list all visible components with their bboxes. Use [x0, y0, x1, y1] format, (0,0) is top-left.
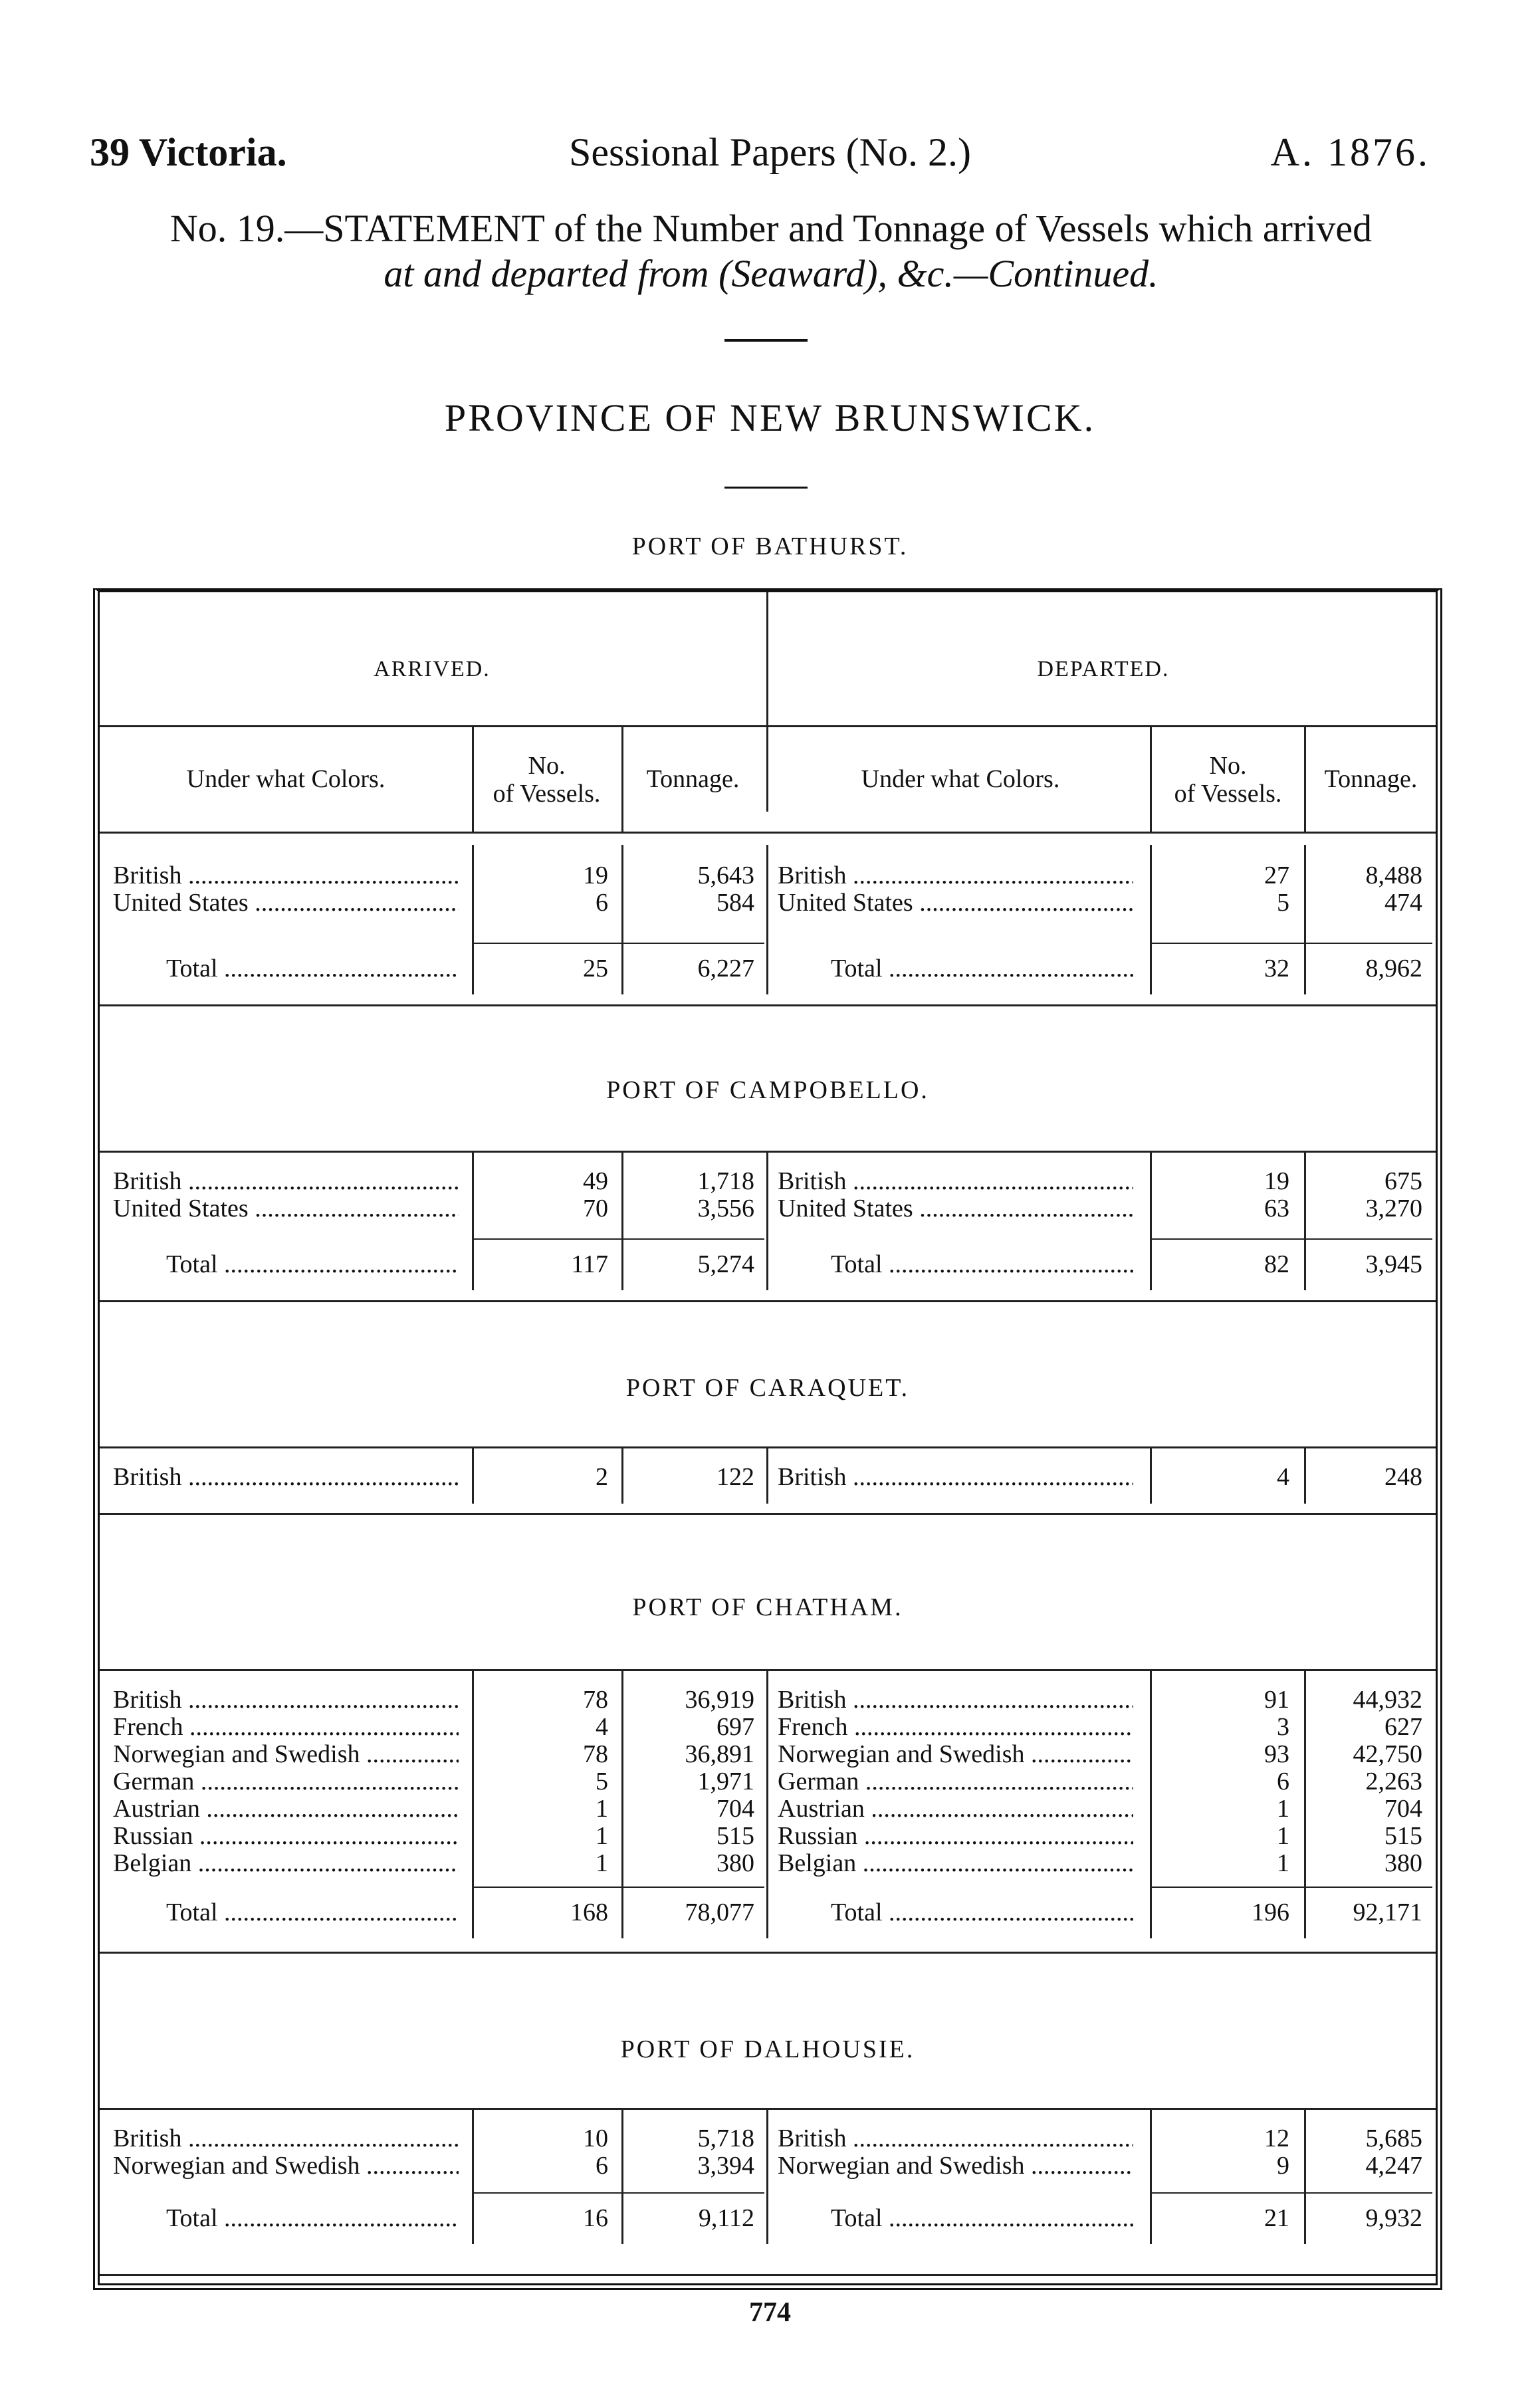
column-divider [621, 1446, 623, 1504]
col-header-no: No. [1209, 752, 1247, 780]
row-vessel-count: 78 [583, 1686, 608, 1714]
column-divider [621, 2108, 623, 2244]
total-rule [472, 943, 764, 944]
total-label: Total ..... [831, 955, 1133, 982]
row-colors-label: United States ..... [778, 1195, 1133, 1222]
row-vessel-count: 3 [1277, 1713, 1289, 1741]
total-tonnage: 8,962 [1365, 955, 1422, 982]
section-end-rule [100, 1513, 1436, 1515]
row-colors-label: United States ..... [113, 889, 459, 917]
row-colors-label: British ..... [778, 1686, 1133, 1714]
col-header-vessels-departed [1153, 752, 1303, 808]
row-vessel-count: 5 [1277, 889, 1289, 917]
row-tonnage: 515 [1384, 1822, 1422, 1850]
statement-line-1: No. 19.—STATEMENT of the Number and Tonnage of Vessels which arrived [169, 207, 1373, 250]
total-label: Total ..... [166, 1250, 459, 1278]
row-vessel-count: 4 [596, 1713, 608, 1741]
total-label: Total ..... [831, 2204, 1133, 2232]
total-tonnage: 9,112 [698, 2204, 754, 2232]
row-colors-label: British ..... [113, 861, 459, 889]
arrived-heading: ARRIVED. [374, 657, 491, 681]
row-colors-label: Austrian ..... [778, 1795, 1133, 1823]
total-vessel-count: 32 [1264, 955, 1289, 982]
row-tonnage: 3,270 [1365, 1195, 1422, 1222]
column-divider [621, 1151, 623, 1290]
row-vessel-count: 9 [1277, 2152, 1289, 2180]
total-tonnage: 92,171 [1353, 1898, 1422, 1926]
row-colors-label: British ..... [778, 1167, 1133, 1195]
column-divider [1150, 2108, 1152, 2244]
row-tonnage: 5,718 [697, 2124, 754, 2152]
total-label: Total ..... [831, 1898, 1133, 1926]
total-vessel-count: 16 [583, 2204, 608, 2232]
row-vessel-count: 63 [1264, 1195, 1289, 1222]
row-vessel-count: 49 [583, 1167, 608, 1195]
total-tonnage: 3,945 [1365, 1250, 1422, 1278]
row-tonnage: 3,394 [697, 2152, 754, 2180]
row-tonnage: 697 [716, 1713, 754, 1741]
row-colors-label: Norwegian and Swedish ..... [113, 2152, 459, 2180]
total-rule [1150, 2192, 1432, 2194]
column-divider [766, 845, 768, 994]
row-colors-label: British ..... [778, 2124, 1133, 2152]
total-rule [1150, 1887, 1432, 1888]
column-divider [766, 1446, 768, 1504]
row-colors-label: British ..... [113, 2124, 459, 2152]
row-tonnage: 704 [716, 1795, 754, 1823]
col-header-vessels-arrived [475, 752, 618, 808]
col-header-no: No. [528, 752, 566, 780]
column-divider [621, 845, 623, 994]
row-colors-label: Norwegian and Swedish ..... [113, 1740, 459, 1768]
row-colors-label: British ..... [778, 1463, 1133, 1491]
row-tonnage: 380 [1384, 1849, 1422, 1877]
col-header-colors-departed: Under what Colors. [861, 765, 1060, 793]
row-vessel-count: 5 [596, 1768, 608, 1795]
column-divider [621, 725, 623, 832]
row-vessel-count: 12 [1264, 2124, 1289, 2152]
total-tonnage: 78,077 [685, 1898, 754, 1926]
row-tonnage: 584 [716, 889, 754, 917]
column-divider [472, 725, 474, 832]
row-colors-label: French ..... [778, 1713, 1133, 1741]
row-vessel-count: 6 [596, 2152, 608, 2180]
row-colors-label: Belgian ..... [778, 1849, 1133, 1877]
row-vessel-count: 1 [596, 1849, 608, 1877]
row-tonnage: 3,556 [697, 1195, 754, 1222]
total-vessel-count: 117 [571, 1250, 608, 1278]
column-divider [1150, 725, 1152, 832]
row-colors-label: Norwegian and Swedish ..... [778, 1740, 1133, 1768]
row-tonnage: 36,891 [685, 1740, 754, 1768]
total-label: Total ..... [166, 955, 459, 982]
row-tonnage: 122 [716, 1463, 754, 1491]
total-label: Total ..... [166, 1898, 459, 1926]
section-end-rule [100, 1004, 1436, 1006]
row-tonnage: 380 [716, 1849, 754, 1877]
column-divider [1150, 845, 1152, 994]
row-tonnage: 4,247 [1365, 2152, 1422, 2180]
row-tonnage: 5,643 [697, 861, 754, 889]
row-vessel-count: 1 [596, 1822, 608, 1850]
row-colors-label: German ..... [113, 1768, 459, 1795]
row-tonnage: 248 [1384, 1463, 1422, 1491]
row-colors-label: United States ..... [778, 889, 1133, 917]
row-tonnage: 675 [1384, 1167, 1422, 1195]
total-rule [472, 2192, 764, 2194]
total-label: Total ..... [831, 1250, 1133, 1278]
total-tonnage: 6,227 [697, 955, 754, 982]
column-divider [472, 1669, 474, 1938]
row-vessel-count: 1 [1277, 1822, 1289, 1850]
col-header-colors-arrived: Under what Colors. [186, 765, 385, 793]
row-tonnage: 515 [716, 1822, 754, 1850]
row-vessel-count: 2 [596, 1463, 608, 1491]
total-vessel-count: 25 [583, 955, 608, 982]
column-divider [472, 1446, 474, 1504]
column-divider [1150, 1446, 1152, 1504]
row-vessel-count: 1 [1277, 1849, 1289, 1877]
row-tonnage: 5,685 [1365, 2124, 1422, 2152]
col-header-tonnage-departed: Tonnage. [1324, 765, 1418, 793]
total-rule [472, 1238, 764, 1240]
col-header-tonnage-arrived: Tonnage. [646, 765, 740, 793]
row-colors-label: British ..... [778, 861, 1133, 889]
section-end-rule [100, 1300, 1436, 1302]
row-colors-label: Austrian ..... [113, 1795, 459, 1823]
section-end-rule [100, 2274, 1436, 2276]
header-year: A. 1876. [1270, 130, 1430, 174]
header-rule [100, 725, 1436, 727]
divider-rule [724, 339, 808, 342]
row-tonnage: 42,750 [1353, 1740, 1422, 1768]
port-title-chatham: PORT OF CHATHAM. [632, 1593, 903, 1621]
total-rule [472, 1887, 764, 1888]
column-divider [766, 1151, 768, 1290]
header-rule [100, 832, 1436, 834]
row-tonnage: 1,971 [697, 1768, 754, 1795]
column-divider [621, 1669, 623, 1938]
total-vessel-count: 196 [1252, 1898, 1289, 1926]
header-title: Sessional Papers (No. 2.) [569, 130, 971, 174]
row-tonnage: 44,932 [1353, 1686, 1422, 1714]
row-tonnage: 36,919 [685, 1686, 754, 1714]
total-vessel-count: 168 [570, 1898, 608, 1926]
port-title-caraquet: PORT OF CARAQUET. [625, 1374, 910, 1402]
row-vessel-count: 1 [1277, 1795, 1289, 1823]
row-tonnage: 474 [1384, 889, 1422, 917]
row-vessel-count: 10 [583, 2124, 608, 2152]
column-divider [472, 845, 474, 994]
row-colors-label: United States ..... [113, 1195, 459, 1222]
row-colors-label: Russian ..... [778, 1822, 1133, 1850]
row-vessel-count: 27 [1264, 861, 1289, 889]
row-colors-label: British ..... [113, 1167, 459, 1195]
statement-table [93, 588, 1442, 2290]
row-colors-label: Belgian ..... [113, 1849, 459, 1877]
total-vessel-count: 82 [1264, 1250, 1289, 1278]
province-title: PROVINCE OF NEW BRUNSWICK. [444, 396, 1096, 439]
row-colors-label: British ..... [113, 1686, 459, 1714]
divider-rule [724, 487, 808, 489]
column-divider [472, 1151, 474, 1290]
header-session: 39 Victoria. [90, 130, 287, 174]
total-rule [1150, 943, 1432, 944]
column-divider [766, 1669, 768, 1938]
row-tonnage: 704 [1384, 1795, 1422, 1823]
statement-heading [86, 206, 1456, 296]
col-header-of-vessels: of Vessels. [493, 780, 601, 808]
row-tonnage: 1,718 [697, 1167, 754, 1195]
port-title-campobello: PORT OF CAMPOBELLO. [606, 1076, 929, 1104]
row-colors-label: Russian ..... [113, 1822, 459, 1850]
row-vessel-count: 6 [596, 889, 608, 917]
column-divider [766, 2108, 768, 2244]
port-title-bathurst: PORT OF BATHURST. [631, 532, 909, 560]
total-tonnage: 9,932 [1365, 2204, 1422, 2232]
column-divider [1150, 1151, 1152, 1290]
row-colors-label: German ..... [778, 1768, 1133, 1795]
column-divider [1150, 1669, 1152, 1938]
section-end-rule [100, 1952, 1436, 1954]
row-vessel-count: 93 [1264, 1740, 1289, 1768]
row-colors-label: British ..... [113, 1463, 459, 1491]
column-divider [472, 2108, 474, 2244]
row-vessel-count: 19 [1264, 1167, 1289, 1195]
port-title-dalhousie: PORT OF DALHOUSIE. [620, 2035, 915, 2063]
row-vessel-count: 78 [583, 1740, 608, 1768]
row-vessel-count: 4 [1277, 1463, 1289, 1491]
row-vessel-count: 91 [1264, 1686, 1289, 1714]
page-number: 774 [749, 2297, 791, 2328]
row-tonnage: 627 [1384, 1713, 1422, 1741]
total-label: Total ..... [166, 2204, 459, 2232]
row-vessel-count: 1 [596, 1795, 608, 1823]
row-vessel-count: 6 [1277, 1768, 1289, 1795]
column-divider [766, 592, 768, 812]
col-header-of-vessels: of Vessels. [1174, 780, 1282, 808]
statement-line-2: at and departed from (Seaward), &c.—Continued. [384, 252, 1158, 295]
row-colors-label: Norwegian and Swedish ..... [778, 2152, 1133, 2180]
row-vessel-count: 19 [583, 861, 608, 889]
total-tonnage: 5,274 [697, 1250, 754, 1278]
total-vessel-count: 21 [1264, 2204, 1289, 2232]
row-colors-label: French ..... [113, 1713, 459, 1741]
row-tonnage: 8,488 [1365, 861, 1422, 889]
row-tonnage: 2,263 [1365, 1768, 1422, 1795]
column-divider [1304, 725, 1306, 832]
departed-heading: DEPARTED. [1037, 657, 1170, 681]
row-vessel-count: 70 [583, 1195, 608, 1222]
total-rule [1150, 1238, 1432, 1240]
